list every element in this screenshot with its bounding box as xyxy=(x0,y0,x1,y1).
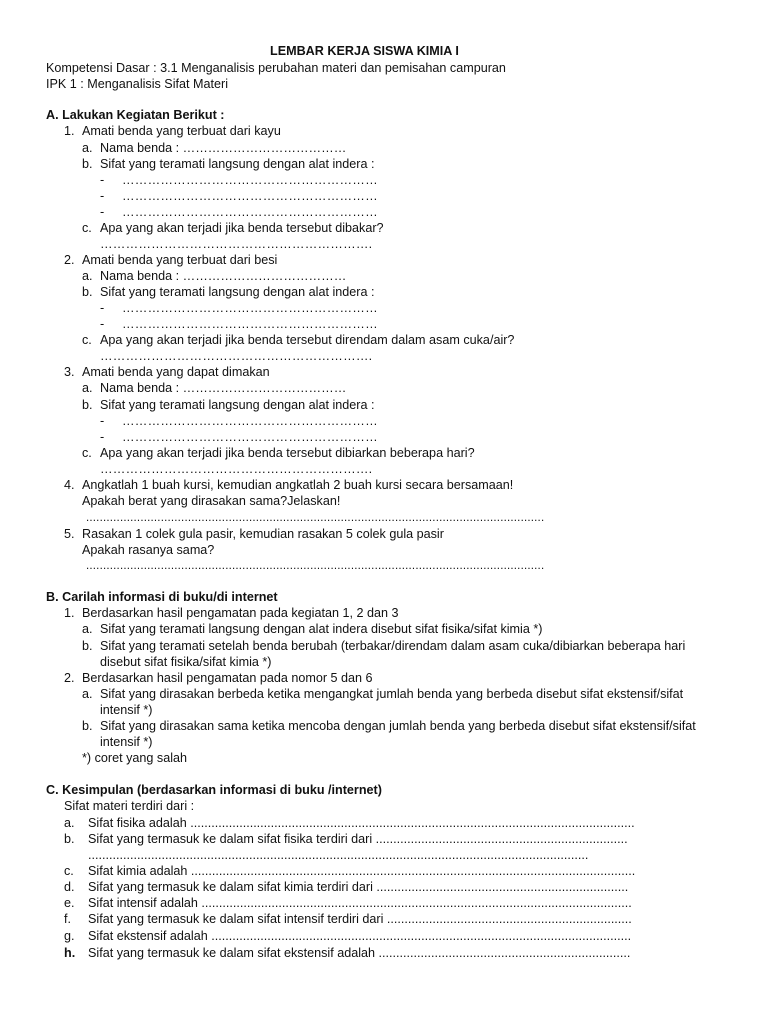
b-note: *) coret yang salah xyxy=(82,751,188,765)
a-q2-a-text: Nama benda : ………………………………… xyxy=(100,269,347,283)
page-title: LEMBAR KERJA SISWA KIMIA I xyxy=(270,44,459,58)
a-q3-c-blank: ………………………………………………………. xyxy=(100,462,373,476)
c-item-mark: h. xyxy=(64,946,76,960)
c-item-mark: c. xyxy=(64,864,74,878)
c-item-text: Sifat ekstensif adalah ........................................................................................................................ xyxy=(88,929,632,943)
c-item-mark: b. xyxy=(64,832,75,846)
ipk: IPK 1 : Menganalisis Sifat Materi xyxy=(46,77,228,91)
a-q1-dash-2: - xyxy=(100,189,105,203)
a-q3-c-mark: c. xyxy=(82,446,92,460)
b-q1-number: 1. xyxy=(64,606,75,620)
a-q2-b-text: Sifat yang teramati langsung dengan alat indera : xyxy=(100,285,375,299)
a-q1-dash-3: - xyxy=(100,205,105,219)
b-q1-a-text: Sifat yang teramati langsung dengan alat indera disebut sifat fisika/sifat kimia *) xyxy=(100,622,543,636)
a-q4-line-1: Angkatlah 1 buah kursi, kemudian angkatlah 2 buah kursi secara bersamaan! xyxy=(82,478,514,492)
a-q3-blank-1: …………………………………………………… xyxy=(122,414,378,428)
b-q1-b-text-2: disebut sifat fisika/sifat kimia *) xyxy=(100,655,272,669)
a-q2-c-mark: c. xyxy=(82,333,92,347)
c-item-text: Sifat kimia adalah ............................................................................................................................... xyxy=(88,864,636,878)
a-q3-dash-1: - xyxy=(100,414,105,428)
c-item-text: Sifat yang termasuk ke dalam sifat kimia terdiri dari ........................................................................ xyxy=(88,880,629,894)
a-q5-line-2: Apakah rasanya sama? xyxy=(82,543,215,557)
c-item-mark: f. xyxy=(64,912,71,926)
a-q1-b-mark: b. xyxy=(82,157,93,171)
a-q5-answer-line: ....................................................................................................................................... xyxy=(86,560,545,572)
kompetensi-dasar: Kompetensi Dasar : 3.1 Menganalisis perubahan materi dan pemisahan campuran xyxy=(46,61,506,75)
c-item-text: ............................................................................................................................................... xyxy=(88,848,589,862)
a-q2-a-mark: a. xyxy=(82,269,93,283)
b-q1-text: Berdasarkan hasil pengamatan pada kegiatan 1, 2 dan 3 xyxy=(82,606,399,620)
a-q1-c-mark: c. xyxy=(82,221,92,235)
a-q2-c-text: Apa yang akan terjadi jika benda tersebut direndam dalam asam cuka/air? xyxy=(100,333,515,347)
b-q2-b-text-2: intensif *) xyxy=(100,735,153,749)
b-q2-b-text-1: Sifat yang dirasakan sama ketika mencoba dengan jumlah benda yang berbeda disebut sifat ekstensif/sifat xyxy=(100,719,696,733)
b-q1-b-text-1: Sifat yang teramati setelah benda berubah (terbakar/direndam dalam asam cuka/dibiarkan beberapa hari xyxy=(100,639,686,653)
a-q3-a-mark: a. xyxy=(82,381,93,395)
c-item-mark: d. xyxy=(64,880,75,894)
a-q1-blank-3: …………………………………………………… xyxy=(122,205,378,219)
a-q1-a-mark: a. xyxy=(82,141,93,155)
b-q2-b-mark: b. xyxy=(82,719,93,733)
a-q1-dash-1: - xyxy=(100,173,105,187)
a-q1-b-text: Sifat yang teramati langsung dengan alat indera : xyxy=(100,157,375,171)
c-item-text: Sifat intensif adalah ........................................................................................................................... xyxy=(88,896,632,910)
a-q2-c-blank: ………………………………………………………. xyxy=(100,349,373,363)
a-q2-number: 2. xyxy=(64,253,75,267)
c-item-text: Sifat fisika adalah ............................................................................................................................... xyxy=(88,816,635,830)
section-b-heading: B. Carilah informasi di buku/di internet xyxy=(46,590,278,604)
a-q2-blank-2: …………………………………………………… xyxy=(122,317,378,331)
a-q5-number: 5. xyxy=(64,527,75,541)
b-q2-a-text-1: Sifat yang dirasakan berbeda ketika mengangkat jumlah benda yang berbeda disebut sifat ekstensif/sifat xyxy=(100,687,684,701)
c-item-mark: e. xyxy=(64,896,75,910)
a-q1-a-text: Nama benda : ………………………………… xyxy=(100,141,347,155)
a-q2-dash-1: - xyxy=(100,301,105,315)
b-q1-a-mark: a. xyxy=(82,622,93,636)
b-q1-b-mark: b. xyxy=(82,639,93,653)
a-q3-a-text: Nama benda : ………………………………… xyxy=(100,381,347,395)
b-q2-number: 2. xyxy=(64,671,75,685)
a-q1-c-text: Apa yang akan terjadi jika benda tersebut dibakar? xyxy=(100,221,384,235)
b-q2-a-text-2: intensif *) xyxy=(100,703,153,717)
c-item-text: Sifat yang termasuk ke dalam sifat ekstensif adalah ........................................................................ xyxy=(88,946,631,960)
a-q2-blank-1: …………………………………………………… xyxy=(122,301,378,315)
a-q4-answer-line: ....................................................................................................................................... xyxy=(86,512,545,524)
c-intro: Sifat materi terdiri dari : xyxy=(64,799,195,813)
a-q2-dash-2: - xyxy=(100,317,105,331)
a-q3-number: 3. xyxy=(64,365,75,379)
a-q1-text: Amati benda yang terbuat dari kayu xyxy=(82,124,281,138)
a-q3-blank-2: …………………………………………………… xyxy=(122,430,378,444)
a-q1-number: 1. xyxy=(64,124,75,138)
c-item-mark: a. xyxy=(64,816,75,830)
a-q1-blank-2: …………………………………………………… xyxy=(122,189,378,203)
a-q1-c-blank: ………………………………………………………. xyxy=(100,237,373,251)
a-q5-line-1: Rasakan 1 colek gula pasir, kemudian rasakan 5 colek gula pasir xyxy=(82,527,444,541)
a-q3-b-text: Sifat yang teramati langsung dengan alat indera : xyxy=(100,398,375,412)
a-q3-text: Amati benda yang dapat dimakan xyxy=(82,365,270,379)
a-q1-blank-1: …………………………………………………… xyxy=(122,173,378,187)
c-item-mark: g. xyxy=(64,929,75,943)
section-c-heading: C. Kesimpulan (berdasarkan informasi di buku /internet) xyxy=(46,783,382,797)
a-q4-number: 4. xyxy=(64,478,75,492)
a-q3-b-mark: b. xyxy=(82,398,93,412)
b-q2-a-mark: a. xyxy=(82,687,93,701)
a-q2-b-mark: b. xyxy=(82,285,93,299)
section-a-heading: A. Lakukan Kegiatan Berikut : xyxy=(46,108,225,122)
a-q3-dash-2: - xyxy=(100,430,105,444)
a-q4-line-2: Apakah berat yang dirasakan sama?Jelaskan! xyxy=(82,494,341,508)
c-item-text: Sifat yang termasuk ke dalam sifat fisika terdiri dari ........................................................................ xyxy=(88,832,628,846)
a-q3-c-text: Apa yang akan terjadi jika benda tersebut dibiarkan beberapa hari? xyxy=(100,446,475,460)
b-q2-text: Berdasarkan hasil pengamatan pada nomor 5 dan 6 xyxy=(82,671,373,685)
c-item-text: Sifat yang termasuk ke dalam sifat intensif terdiri dari ...................................................................... xyxy=(88,912,632,926)
a-q2-text: Amati benda yang terbuat dari besi xyxy=(82,253,278,267)
